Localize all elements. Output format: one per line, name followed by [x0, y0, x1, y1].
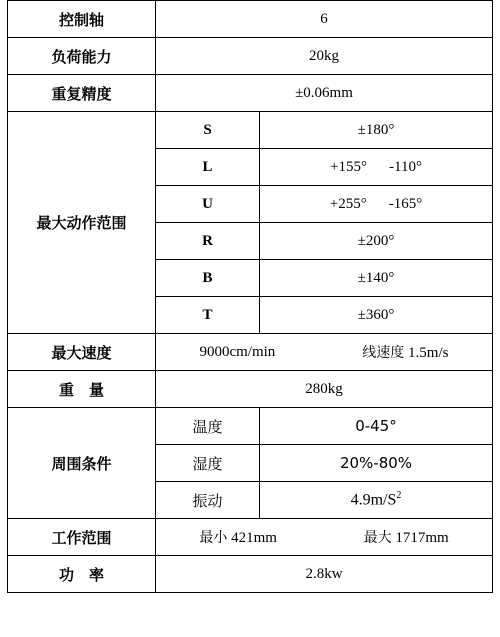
- condition-value: 0-45°: [260, 408, 493, 445]
- axis-label: B: [156, 260, 260, 297]
- table-row: [8, 112, 493, 149]
- row-label: 控制轴: [8, 1, 156, 38]
- row-label: 重 量: [8, 371, 156, 408]
- axis-label: L: [156, 149, 260, 186]
- axis-value-positive: +155°: [330, 158, 368, 175]
- row-value: 2.8kw: [156, 556, 493, 593]
- spec-table: [7, 0, 493, 593]
- table-row: [8, 38, 493, 75]
- row-value: 20kg: [156, 38, 493, 75]
- axis-label: U: [156, 186, 260, 223]
- condition-value: 20%-80%: [260, 445, 493, 482]
- row-value: ±0.06mm: [156, 75, 493, 112]
- row-label: 最大动作范围: [8, 112, 156, 334]
- axis-value: ±360°: [260, 297, 493, 334]
- row-label: 工作范围: [8, 519, 156, 556]
- table-row: [8, 334, 493, 371]
- table-row: [8, 371, 493, 408]
- vibration-exponent: 2: [396, 490, 402, 502]
- row-value: 6: [156, 1, 493, 38]
- work-range-max: [364, 527, 449, 547]
- table-row: [8, 1, 493, 38]
- work-range-min-value: 421mm: [231, 530, 277, 546]
- condition-value: [260, 482, 493, 519]
- axis-value: ±180°: [260, 112, 493, 149]
- table-row: [8, 519, 493, 556]
- work-range-min: [199, 527, 277, 547]
- table-row: [8, 408, 493, 445]
- axis-value: ±140°: [260, 260, 493, 297]
- row-label: 最大速度: [8, 334, 156, 371]
- row-label: 功 率: [8, 556, 156, 593]
- table-row: [8, 75, 493, 112]
- row-label: 周围条件: [8, 408, 156, 519]
- axis-value-negative: -165°: [388, 195, 423, 212]
- axis-label: S: [156, 112, 260, 149]
- line-speed-label: 线速度: [362, 345, 405, 361]
- axis-label: R: [156, 223, 260, 260]
- row-label: 重复精度: [8, 75, 156, 112]
- axis-value: ±200°: [260, 223, 493, 260]
- table-row: [8, 556, 493, 593]
- line-speed: [362, 342, 448, 362]
- work-range-max-value: 1717mm: [395, 530, 449, 546]
- vibration-value: 4.9m/S: [350, 491, 397, 509]
- work-range-max-label: 最大: [363, 530, 392, 546]
- condition-name: 湿度: [156, 445, 260, 482]
- condition-name: 温度: [156, 408, 260, 445]
- axis-value-positive: +255°: [329, 195, 367, 212]
- row-label: 负荷能力: [8, 38, 156, 75]
- line-speed-value: 1.5m/s: [408, 345, 449, 361]
- row-value: [156, 334, 493, 371]
- row-value: [156, 519, 493, 556]
- work-range-min-label: 最小: [199, 530, 228, 546]
- axis-label: T: [156, 297, 260, 334]
- axis-value: [260, 149, 493, 186]
- axis-value-negative: -110°: [389, 158, 422, 175]
- condition-name: 振动: [156, 482, 260, 519]
- axis-value: [260, 186, 493, 223]
- row-value: 280kg: [156, 371, 493, 408]
- max-speed-value: 9000cm/min: [199, 343, 276, 360]
